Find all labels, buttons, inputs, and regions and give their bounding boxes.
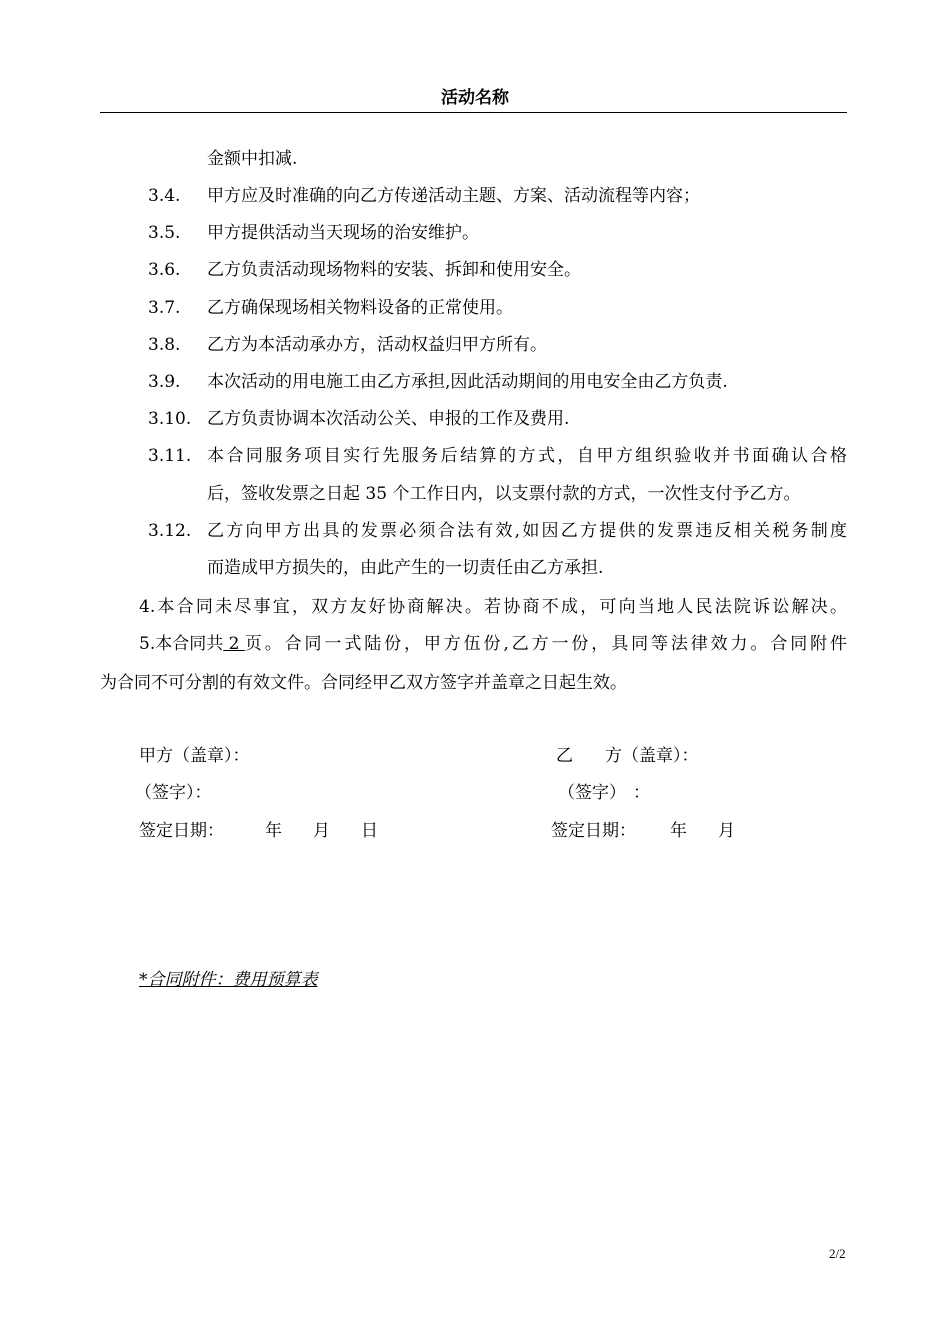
party-b-seal-label-a: 乙 bbox=[556, 746, 573, 766]
party-a-date-label: 签定日期： bbox=[139, 821, 224, 841]
clause-text: 乙方负责活动现场物料的安装、拆卸和使用安全。 bbox=[207, 260, 581, 280]
party-a-sign-label: （签字）： bbox=[135, 783, 212, 803]
clause-number: 3.4. bbox=[148, 186, 181, 206]
party-b-month: 月 bbox=[718, 821, 735, 841]
clause-text: 乙方确保现场相关物料设备的正常使用。 bbox=[207, 298, 513, 318]
clause-number: 3.11. bbox=[148, 446, 192, 466]
clause-number: 3.6. bbox=[148, 260, 181, 280]
party-b-year: 年 bbox=[670, 821, 687, 841]
party-a-day: 日 bbox=[361, 821, 378, 841]
document-header-title: 活动名称 bbox=[441, 88, 509, 108]
page-number: 2/2 bbox=[829, 1246, 846, 1261]
clause-text: 甲方提供活动当天现场的治安维护。 bbox=[207, 223, 479, 243]
clause-5-suffix: 页。合同一式陆份，甲方伍份,乙方一份，具同等法律效力。合同附件 bbox=[244, 634, 847, 654]
clause-number: 3.7. bbox=[148, 298, 181, 318]
party-a-year: 年 bbox=[265, 821, 282, 841]
clause-number: 3.5. bbox=[148, 223, 181, 243]
contract-annex-note: *合同附件：费用预算表 bbox=[139, 970, 318, 990]
header-rule bbox=[100, 112, 847, 113]
clause-5-line-2: 为合同不可分割的有效文件。合同经甲乙双方签字并盖章之日起生效。 bbox=[100, 673, 627, 693]
party-b-seal-label-b: 方（盖章）： bbox=[605, 746, 699, 766]
party-a-seal-label: 甲方（盖章）： bbox=[139, 746, 250, 766]
clause-number: 3.8. bbox=[148, 335, 181, 355]
clause-text: 后，签收发票之日起 35 个工作日内，以支票付款的方式，一次性支付予乙方。 bbox=[207, 484, 801, 504]
clause-text: 而造成甲方损失的，由此产生的一切责任由乙方承担. bbox=[207, 558, 604, 578]
clause-text: 本次活动的用电施工由乙方承担,因此活动期间的用电安全由乙方负责. bbox=[207, 372, 728, 392]
clause-text: 乙方向甲方出具的发票必须合法有效,如因乙方提供的发票违反相关税务制度 bbox=[207, 521, 847, 541]
party-b-date-label: 签定日期： bbox=[551, 821, 636, 841]
clause-5-prefix: 5.本合同共 bbox=[139, 634, 224, 654]
clause-number: 3.9. bbox=[148, 372, 181, 392]
continuation-text: 金额中扣减. bbox=[207, 149, 298, 169]
clause-4-text: 4.本合同未尽事宜，双方友好协商解决。若协商不成，可向当地人民法院诉讼解决。 bbox=[139, 597, 847, 617]
clause-text: 乙方负责协调本次活动公关、申报的工作及费用. bbox=[207, 409, 570, 429]
party-a-month: 月 bbox=[313, 821, 330, 841]
page-count: 2 bbox=[223, 634, 245, 654]
party-b-sign-colon: ： bbox=[633, 783, 650, 803]
party-b-sign-label: （签字） bbox=[558, 783, 626, 803]
clause-text: 甲方应及时准确的向乙方传递活动主题、方案、活动流程等内容； bbox=[207, 186, 700, 206]
clause-5-line-1 bbox=[139, 636, 847, 653]
clause-text: 本合同服务项目实行先服务后结算的方式，自甲方组织验收并书面确认合格 bbox=[207, 446, 847, 466]
clause-text: 乙方为本活动承办方，活动权益归甲方所有。 bbox=[207, 335, 547, 355]
clause-number: 3.12. bbox=[148, 521, 192, 541]
clause-number: 3.10. bbox=[148, 409, 192, 429]
